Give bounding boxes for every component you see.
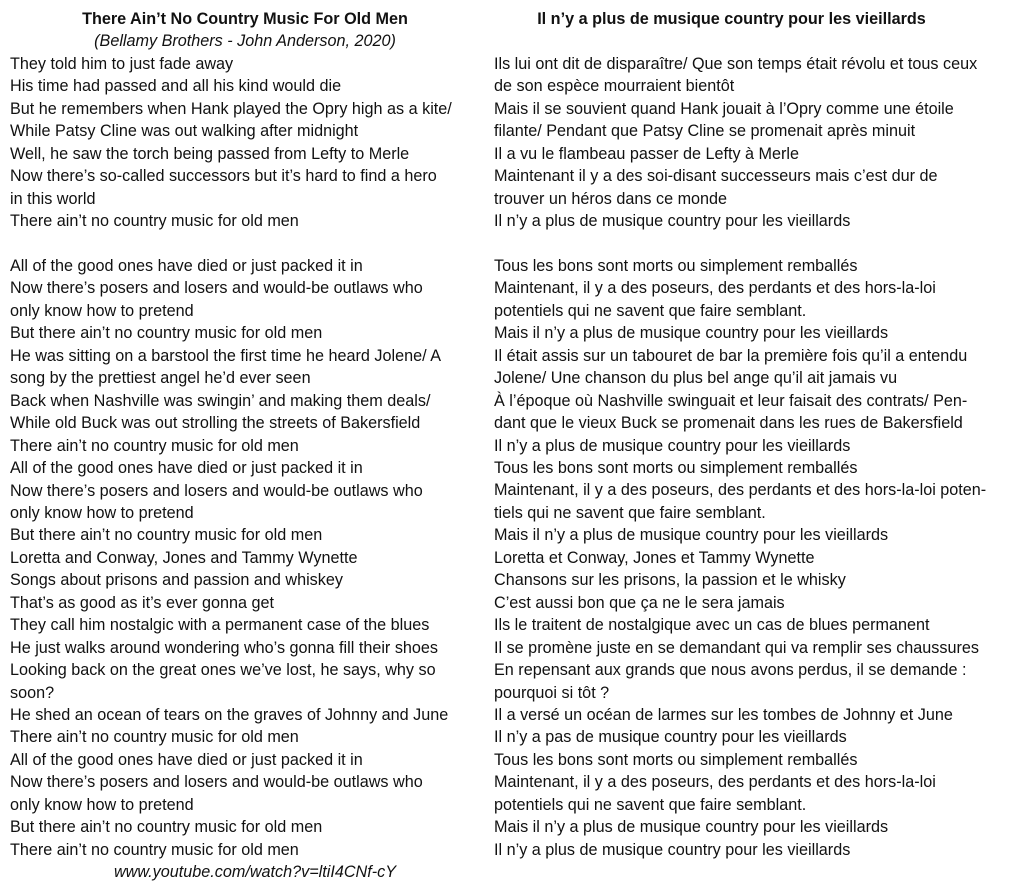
french-lyric-line: potentiels qui ne savent que faire semblant.	[494, 795, 807, 814]
english-lyric-line: All of the good ones have died or just packed it in	[10, 459, 363, 478]
french-lyric-line: Il n’y a plus de musique country pour les vieillards	[494, 212, 851, 231]
french-lyric-line: Maintenant, il y a des poseurs, des perdants et des hors-la-loi	[494, 279, 936, 298]
french-lyric-line: tiels qui ne savent que faire semblant.	[494, 503, 766, 522]
french-lyric-line: Maintenant, il y a des poseurs, des perdants et des hors-la-loi poten-	[494, 481, 987, 500]
french-lyric-line: Ils lui ont dit de disparaître/ Que son temps était révolu et tous ceux	[494, 54, 978, 73]
french-lyric-line: À l’époque où Nashville swinguait et leur faisait des contrats/ Pen-	[494, 391, 968, 410]
french-lyric-line: Loretta et Conway, Jones et Tammy Wynette	[494, 548, 815, 567]
french-lyric-line: Chansons sur les prisons, la passion et le whisky	[494, 571, 846, 590]
english-lyric-line: song by the prettiest angel he’d ever seen	[10, 369, 311, 388]
english-lyric-line: Back when Nashville was swingin’ and making them deals/	[10, 391, 431, 410]
french-lyric-line: C’est aussi bon que ça ne le sera jamais	[494, 593, 785, 612]
english-lyric-line: only know how to pretend	[10, 795, 194, 814]
english-lyric-line: But there ain’t no country music for old men	[10, 818, 323, 837]
english-lyric-line: He just walks around wondering who’s gonna fill their shoes	[10, 638, 439, 657]
english-lyric-line: While Patsy Cline was out walking after midnight	[10, 122, 359, 141]
french-title: Il n’y a plus de musique country pour les vieillards	[537, 10, 926, 28]
french-lyric-line: potentiels qui ne savent que faire semblant.	[494, 301, 807, 320]
english-lyric-line: That’s as good as it’s ever gonna get	[10, 593, 274, 612]
french-lyric-line: trouver un héros dans ce monde	[494, 189, 728, 208]
english-lyric-line: Looking back on the great ones we’ve lost, he says, why so	[10, 661, 436, 680]
english-lyric-line: There ain’t no country music for old men	[10, 212, 299, 231]
french-lyric-line: Maintenant, il y a des poseurs, des perdants et des hors-la-loi	[494, 773, 936, 792]
french-subtitle-spacer	[494, 30, 1019, 52]
source-link[interactable]: www.youtube.com/watch?v=ltiI4CNf-cY	[113, 863, 397, 882]
french-lyric-line: Il n’y a pas de musique country pour les vieillards	[494, 728, 847, 747]
english-lyrics-column	[10, 8, 480, 884]
english-lyrics	[10, 53, 480, 861]
english-lyric-line: All of the good ones have died or just packed it in	[10, 750, 363, 769]
english-lyric-line	[10, 233, 480, 255]
english-lyric-line: There ain’t no country music for old men	[10, 728, 299, 747]
english-lyric-line: soon?	[10, 683, 55, 702]
english-lyric-line: But there ain’t no country music for old men	[10, 324, 323, 343]
french-lyric-line: filante/ Pendant que Patsy Cline se promenait après minuit	[494, 122, 916, 141]
french-lyric-line: Mais il se souvient quand Hank jouait à l’Opry comme une étoile	[494, 99, 954, 118]
french-lyric-line: En repensant aux grands que nous avons perdus, il se demande :	[494, 661, 967, 680]
french-lyric-line: Il n’y a plus de musique country pour les vieillards	[494, 840, 851, 859]
english-lyric-line: They told him to just fade away	[10, 54, 234, 73]
french-lyric-line: Il était assis sur un tabouret de bar la première fois qu’il a entendu	[494, 346, 968, 365]
english-lyric-line: There ain’t no country music for old men	[10, 436, 299, 455]
english-lyric-line: only know how to pretend	[10, 503, 194, 522]
french-lyric-line: Mais il n’y a plus de musique country pour les vieillards	[494, 324, 889, 343]
english-lyric-line: Now there’s posers and losers and would-be outlaws who	[10, 481, 423, 500]
english-lyric-line: Now there’s so-called successors but it’s hard to find a hero	[10, 167, 437, 186]
english-subtitle: (Bellamy Brothers - John Anderson, 2020)	[94, 32, 396, 51]
english-lyric-line: While old Buck was out strolling the streets of Bakersfield	[10, 414, 421, 433]
english-lyric-line: All of the good ones have died or just packed it in	[10, 256, 363, 275]
english-lyric-line: He shed an ocean of tears on the graves of Johnny and June	[10, 706, 449, 725]
french-lyric-line: Mais il n’y a plus de musique country pour les vieillards	[494, 526, 889, 545]
french-lyric-line: de son espèce mourraient bientôt	[494, 77, 735, 96]
french-lyric-line: Tous les bons sont morts ou simplement remballés	[494, 256, 858, 275]
french-lyrics	[494, 53, 1019, 861]
english-lyric-line: in this world	[10, 189, 96, 208]
english-lyric-line: only know how to pretend	[10, 301, 194, 320]
english-title: There Ain’t No Country Music For Old Men	[82, 10, 408, 28]
english-lyric-line: He was sitting on a barstool the first time he heard Jolene/ A	[10, 346, 441, 365]
english-lyric-line: Well, he saw the torch being passed from Lefty to Merle	[10, 144, 410, 163]
english-lyric-line: But he remembers when Hank played the Opry high as a kite/	[10, 99, 452, 118]
english-lyric-line: There ain’t no country music for old men	[10, 840, 299, 859]
french-lyric-line: Tous les bons sont morts ou simplement remballés	[494, 750, 858, 769]
french-lyrics-column	[494, 8, 1019, 861]
english-lyric-line: But there ain’t no country music for old men	[10, 526, 323, 545]
french-lyric-line: Il a versé un océan de larmes sur les tombes de Johnny et June	[494, 706, 953, 725]
english-lyric-line: Now there’s posers and losers and would-be outlaws who	[10, 279, 423, 298]
french-lyric-line: Tous les bons sont morts ou simplement remballés	[494, 459, 858, 478]
french-lyric-line: Maintenant il y a des soi-disant successeurs mais c’est dur de	[494, 167, 938, 186]
french-lyric-line: dant que le vieux Buck se promenait dans les rues de Bakersfield	[494, 414, 963, 433]
french-lyric-line: Il n’y a plus de musique country pour les vieillards	[494, 436, 851, 455]
french-lyric-line: Ils le traitent de nostalgique avec un cas de blues permanent	[494, 616, 930, 635]
english-lyric-line: They call him nostalgic with a permanent case of the blues	[10, 616, 430, 635]
french-lyric-line	[494, 233, 1019, 255]
french-lyric-line: Jolene/ Une chanson du plus bel ange qu’il ait jamais vu	[494, 369, 898, 388]
french-lyric-line: Il a vu le flambeau passer de Lefty à Merle	[494, 144, 800, 163]
french-lyric-line: pourquoi si tôt ?	[494, 683, 610, 702]
english-lyric-line: Now there’s posers and losers and would-be outlaws who	[10, 773, 423, 792]
french-lyric-line: Il se promène juste en se demandant qui va remplir ses chaussures	[494, 638, 979, 657]
english-lyric-line: Songs about prisons and passion and whiskey	[10, 571, 343, 590]
english-lyric-line: His time had passed and all his kind would die	[10, 77, 342, 96]
english-lyric-line: Loretta and Conway, Jones and Tammy Wynette	[10, 548, 358, 567]
french-lyric-line: Mais il n’y a plus de musique country pour les vieillards	[494, 818, 889, 837]
